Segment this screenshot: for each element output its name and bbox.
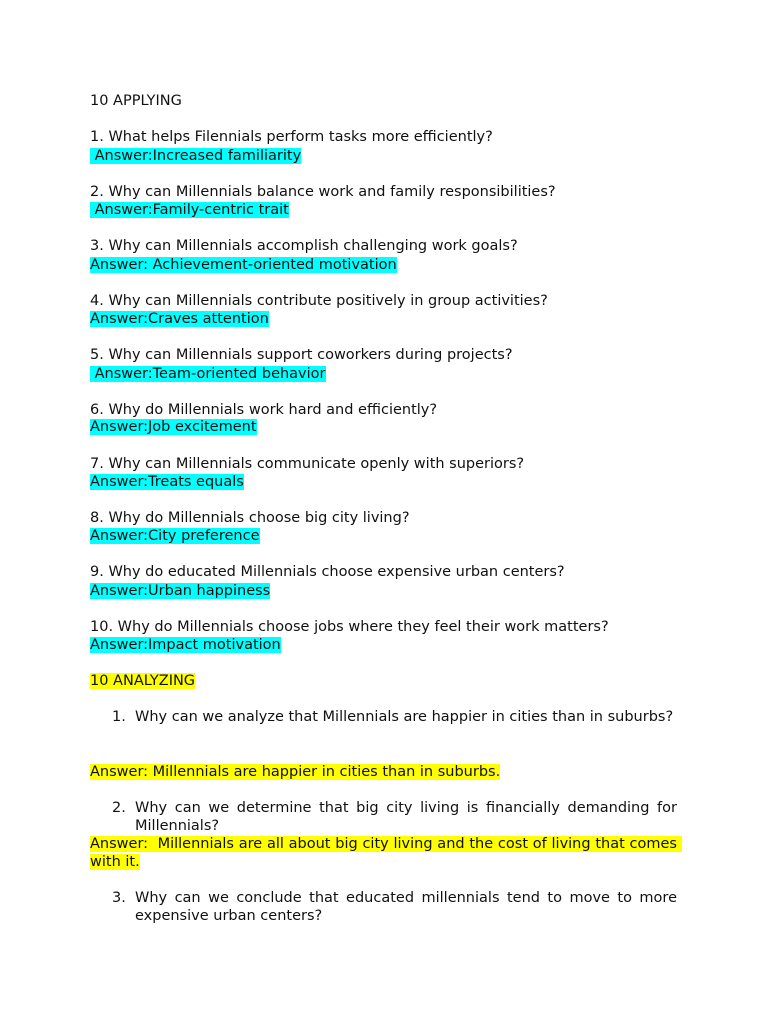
applying-answer-6-text: Answer:Job excitement [90, 419, 257, 435]
applying-answer-9-text: Answer:Urban happiness [90, 583, 271, 599]
analyzing-answer-2-text: Answer: Millennials are all about big city living and the cost of living that comes with it. [90, 836, 682, 870]
applying-answer-9 [90, 582, 270, 600]
analyzing-item-3 [112, 889, 677, 925]
applying-answer-3 [90, 256, 397, 274]
applying-answer-1 [90, 147, 301, 165]
applying-question-4: 4. Why can Millennials contribute positively in group activities? [90, 293, 548, 309]
applying-question-2: 2. Why can Millennials balance work and family responsibilities? [90, 184, 556, 200]
analyzing-answer-2 [90, 835, 682, 871]
applying-question-9: 9. Why do educated Millennials choose expensive urban centers? [90, 564, 565, 580]
applying-answer-8-text: Answer:City preference [90, 528, 260, 544]
applying-question-10: 10. Why do Millennials choose jobs where they feel their work matters? [90, 619, 609, 635]
applying-answer-5-text: Answer:Team-oriented behavior [90, 366, 326, 382]
applying-answer-1-text: Answer:Increased familiarity [90, 148, 302, 164]
applying-answer-2-text: Answer:Family-centric trait [90, 202, 289, 218]
analyzing-question-3: Why can we conclude that educated millennials tend to move to more expensive urban centers? [135, 890, 677, 924]
analyzing-heading [90, 672, 195, 690]
applying-question-6: 6. Why do Millennials work hard and efficiently? [90, 402, 438, 418]
analyzing-answer-1 [90, 763, 677, 781]
applying-question-8: 8. Why do Millennials choose big city living? [90, 510, 410, 526]
analyzing-item-2-number: 2. [112, 800, 126, 816]
applying-question-5: 5. Why can Millennials support coworkers during projects? [90, 347, 513, 363]
applying-answer-5 [90, 365, 326, 383]
analyzing-item-1-number: 1. [112, 709, 126, 725]
analyzing-item-2 [112, 799, 677, 835]
applying-question-3: 3. Why can Millennials accomplish challenging work goals? [90, 238, 518, 254]
applying-question-1: 1. What helps Filennials perform tasks more efficiently? [90, 129, 493, 145]
applying-answer-10 [90, 636, 281, 654]
analyzing-item-3-number: 3. [112, 890, 126, 906]
applying-answer-3-text: Answer: Achievement-oriented motivation [90, 257, 397, 273]
applying-answer-4 [90, 310, 269, 328]
applying-answer-10-text: Answer:Impact motivation [90, 637, 281, 653]
applying-heading: 10 APPLYING [90, 93, 182, 109]
analyzing-answer-1-text: Answer: Millennials are happier in cities than in suburbs. [90, 764, 501, 780]
analyzing-heading-text: 10 ANALYZING [90, 673, 196, 689]
applying-answer-8 [90, 527, 260, 545]
applying-answer-6 [90, 418, 257, 436]
applying-answer-2 [90, 201, 289, 219]
applying-answer-7-text: Answer:Treats equals [90, 474, 244, 490]
applying-question-7: 7. Why can Millennials communicate openly with superiors? [90, 456, 525, 472]
applying-answer-4-text: Answer:Craves attention [90, 311, 269, 327]
analyzing-question-1: Why can we analyze that Millennials are happier in cities than in suburbs? [135, 709, 674, 725]
analyzing-item-1 [112, 708, 677, 726]
analyzing-question-2: Why can we determine that big city living is financially demanding for Millennials? [135, 800, 677, 834]
applying-answer-7 [90, 473, 244, 491]
